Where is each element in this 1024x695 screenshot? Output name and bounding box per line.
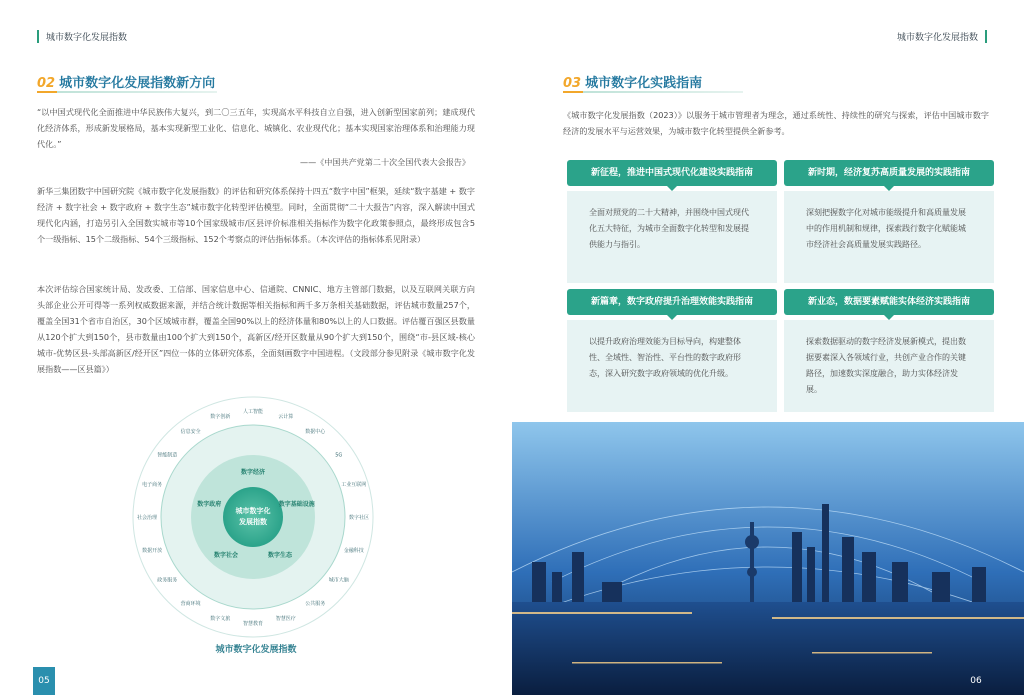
wheel-outer-label: 智慧教育 [242, 621, 264, 627]
guide-card-body: 以提升政府治理效能为目标导向，构建整体性、全域性、智治性、平台性的数字政府形态，深入研究数字政府领域的优化升级。 [567, 320, 777, 412]
section-underline [37, 91, 217, 93]
wheel-outer-label: 城市大脑 [328, 577, 349, 584]
wheel-pillar-label: 数字经济 [240, 469, 266, 476]
wheel-outer-label: 营商环境 [180, 600, 201, 607]
wheel-outer-label: 社会治理 [136, 515, 158, 521]
guide-card-title: 新业态，数据要素赋能实体经济实践指南 [784, 289, 994, 315]
wheel-outer-label: 智能制造 [157, 452, 178, 459]
wheel-outer-label: 智慧医疗 [275, 615, 296, 622]
guide-card-body: 深刻把握数字化对城市能级提升和高质量发展中的作用机制和规律，探索践行数字化赋能城市经济社会高质量发展实践路径。 [784, 191, 994, 283]
wheel-outer-label: 公共服务 [305, 600, 326, 607]
section-underline [563, 91, 743, 93]
wheel-outer-label: 人工智能 [242, 409, 264, 415]
guide-card-body: 探索数据驱动的数字经济发展新模式，提出数据要素深入各领域行业，共创产业合作的关键路径，加速数实深度融合，助力实体经济发展。 [784, 320, 994, 412]
wheel-outer-label: 云计算 [278, 414, 294, 421]
quote-text: “以中国式现代化全面推进中华民族伟大复兴，到二〇三五年，实现高水平科技自立自强，进入创新型国家前列；建成现代化经济体系，形成新发展格局，基本实现新型工业化、信息化、城镇化、农业现代化；基本实现国家治理体系和治理能力现代化。” [37, 107, 475, 149]
wheel-pillar-label: 数字社会 [213, 552, 238, 560]
wheel-outer-label: 电子商务 [142, 482, 163, 489]
page-number-right: 06 [970, 676, 982, 686]
wheel-outer-label: 5G [335, 452, 343, 459]
guide-card-3 [567, 289, 777, 412]
running-head-left: 城市数字化发展指数 [37, 30, 127, 43]
wheel-outer-label: 数据中心 [305, 429, 326, 436]
guide-card-title: 新征程，推进中国式现代化建设实践指南 [567, 160, 777, 186]
running-head-right: 城市数字化发展指数 [897, 30, 987, 43]
guide-card-body: 全面对照党的二十大精神，并围绕中国式现代化五大特征，为城市全面数字化转型和发展提供能力与指引。 [567, 191, 777, 283]
wheel-pillar-label: 数字基础设施 [278, 500, 315, 508]
section-number: 03 [563, 76, 582, 91]
wheel-outer-label: 政务服务 [157, 577, 178, 584]
wheel-pillar-label: 数字政府 [197, 500, 222, 508]
wheel-outer-label: 金融科技 [343, 547, 364, 554]
guide-card-4 [784, 289, 994, 412]
guide-card-title: 新时期，经济复苏高质量发展的实践指南 [784, 160, 994, 186]
wheel-outer-label: 数字社区 [348, 515, 370, 521]
city-skyline-photo [512, 422, 1024, 695]
guide-card-title: 新篇章，数字政府提升治理效能实践指南 [567, 289, 777, 315]
wheel-outer-label: 信息安全 [180, 429, 201, 436]
wheel-outer-label: 数字创新 [210, 414, 231, 421]
paragraph-methodology: 新华三集团数字中国研究院《城市数字化发展指数》的评估和研究体系保持十四五“数字中国”框架，延续“数字基建 + 数字经济 + 数字社会 + 数字政府 + 数字生态”城市数字化转型评估模型。同时，全面贯彻“二十大报告”内容，深入解读中国式现代化内涵，打造另引入全国数实城市等10个国家级城市/区县评价标准相关指标作为数字化政策参照点，最终形成包含5个一级指标、15个二级指标、54个三级指标、152个考察点的评估指标体系。（本次评估的指标体系见附录） [37, 186, 475, 244]
page-number-left: 05 [33, 667, 55, 695]
guide-card-1 [567, 160, 777, 283]
wheel-outer-label: 数字文旅 [210, 615, 231, 622]
section-title: 城市数字化发展指数新方向 [59, 76, 216, 91]
section-number: 02 [37, 76, 56, 91]
wheel-center-label-line2: 发展指数 [239, 518, 267, 526]
index-wheel-diagram [93, 392, 413, 642]
wheel-outer-label: 工业互联网 [341, 482, 367, 489]
quote-source: ——《中国共产党第二十次全国代表大会报告》 [300, 157, 470, 167]
center-circle [223, 487, 283, 547]
wheel-caption: 城市数字化发展指数 [215, 645, 297, 655]
intro-paragraph: 《城市数字化发展指数（2023）》以服务于城市管理者为理念，通过系统性、持续性的研究与探索，评估中国城市数字经济的发展水平与运营效果，为城市数字化转型提供全新参考。 [563, 110, 989, 136]
wheel-pillar-label: 数字生态 [268, 552, 293, 560]
section-title: 城市数字化实践指南 [585, 76, 703, 91]
wheel-center-label-line1: 城市数字化 [235, 507, 271, 515]
guide-card-2 [784, 160, 994, 283]
wheel-outer-label: 数据开放 [142, 547, 163, 554]
paragraph-data-sources: 本次评估综合国家统计局、发改委、工信部、国家信息中心、信通院、CNNIC、地方主管部门数据，以及互联网关联方向头部企业公开可得等一系列权威数据来源，并结合统计数据等相关指标和两千多万条相关基础数据，评估城市数量257个，覆盖全国31个省市自治区，30个区域城市群，覆盖全国90%以上的经济体量和80%以上的人口数据。评估覆百强区县数量从120个扩大到150个，县市数量由100个扩大到150个，高新区/经开区数量从90个扩大到150个，围绕“市-县区域-核心城市-优势区县-头部高新区/经开区”四位一体的立体研究体系，全面刻画数字中国进程。（文段部分参见附录《城市数字化发展指数——区县篇》） [37, 284, 475, 374]
section-heading-02 [37, 72, 215, 91]
section-heading-03 [563, 72, 702, 91]
